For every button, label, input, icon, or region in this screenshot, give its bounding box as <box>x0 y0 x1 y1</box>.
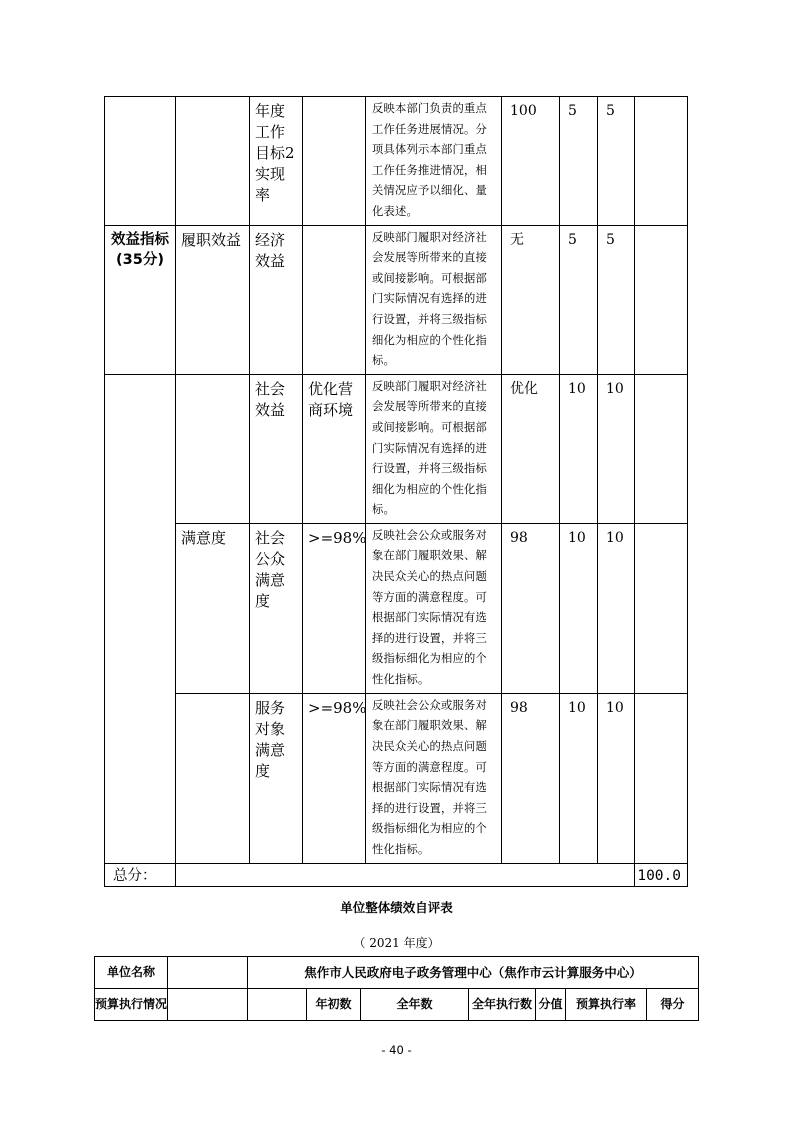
table-row <box>105 97 688 226</box>
unit-evaluation-table <box>94 956 699 1021</box>
performance-indicator-table <box>104 96 688 887</box>
level3-cell <box>303 97 366 226</box>
actual-cell: 98 <box>502 693 560 863</box>
self-evaluation-title: 单位整体绩效自评表 <box>340 900 453 915</box>
table-row <box>105 374 688 523</box>
empty-cell <box>168 989 248 1021</box>
weight-cell: 10 <box>560 374 598 523</box>
description-cell: 反映部门履职对经济社会发展等所带来的直接或间接影响。可根据部门实际情况有选择的进行设置，并将三级指标细化为相应的个性化指标。 <box>366 225 502 374</box>
indicator-cell <box>105 97 176 226</box>
weight-cell: 10 <box>560 693 598 863</box>
col-weight: 分值 <box>536 989 566 1021</box>
empty-cell <box>248 989 307 1021</box>
level2-cell: 社会公众满意度 <box>250 523 303 693</box>
remark-cell <box>635 523 688 693</box>
description-cell: 反映社会公众或服务对象在部门履职效果、解决民众关心的热点问题等方面的满意程度。可根据部门实际情况有选择的进行设置，并将三级指标细化为相应的个性化指标。 <box>366 693 502 863</box>
remark-cell <box>635 97 688 226</box>
table-row <box>105 225 688 374</box>
actual-cell: 优化 <box>502 374 560 523</box>
score-cell: 10 <box>598 374 635 523</box>
remark-cell <box>635 374 688 523</box>
table-row <box>95 957 699 989</box>
score-cell: 10 <box>598 693 635 863</box>
col-annual: 全年数 <box>361 989 469 1021</box>
level2-cell: 经济效益 <box>250 225 303 374</box>
total-label: 总分： <box>105 863 176 886</box>
score-cell: 5 <box>598 225 635 374</box>
category-cell <box>176 97 250 226</box>
weight-cell: 5 <box>560 97 598 226</box>
empty-cell <box>168 957 248 989</box>
indicator-cell <box>105 374 176 863</box>
level3-cell: 优化营商环境 <box>303 374 366 523</box>
col-rate: 预算执行率 <box>566 989 647 1021</box>
category-cell <box>176 693 250 863</box>
description-cell: 反映社会公众或服务对象在部门履职效果、解决民众关心的热点问题等方面的满意程度。可根据部门实际情况有选择的进行设置，并将三级指标细化为相应的个性化指标。 <box>366 523 502 693</box>
score-cell: 5 <box>598 97 635 226</box>
score-cell: 10 <box>598 523 635 693</box>
level2-cell: 服务对象满意度 <box>250 693 303 863</box>
col-initial: 年初数 <box>307 989 361 1021</box>
remark-cell <box>635 225 688 374</box>
total-row <box>105 863 688 886</box>
unit-label: 单位名称 <box>95 957 168 989</box>
level3-cell <box>303 225 366 374</box>
level3-cell: >=98% <box>303 693 366 863</box>
table-row <box>105 523 688 693</box>
category-cell <box>176 374 250 523</box>
indicator-benefit: 效益指标(35分) <box>105 225 176 374</box>
level2-cell: 年度工作目标2实现率 <box>250 97 303 226</box>
page-number: - 40 - <box>381 1043 412 1057</box>
remark-cell <box>635 693 688 863</box>
col-score: 得分 <box>647 989 699 1021</box>
table-row <box>105 693 688 863</box>
total-spacer <box>176 863 635 886</box>
description-cell: 反映部门履职对经济社会发展等所带来的直接或间接影响。可根据部门实际情况有选择的进行设置，并将三级指标细化为相应的个性化指标。 <box>366 374 502 523</box>
actual-cell: 100 <box>502 97 560 226</box>
unit-name: 焦作市人民政府电子政务管理中心（焦作市云计算服务中心） <box>248 957 699 989</box>
actual-cell: 98 <box>502 523 560 693</box>
weight-cell: 10 <box>560 523 598 693</box>
level2-cell: 社会效益 <box>250 374 303 523</box>
budget-label: 预算执行情况 <box>95 989 168 1021</box>
category-satisfaction: 满意度 <box>176 523 250 693</box>
weight-cell: 5 <box>560 225 598 374</box>
total-value: 100.0 <box>635 863 688 886</box>
actual-cell: 无 <box>502 225 560 374</box>
description-cell: 反映本部门负责的重点工作任务进展情况。分项具体列示本部门重点工作任务推进情况，相关情况应予以细化、量化表述。 <box>366 97 502 226</box>
year-subtitle: （ 2021 年度） <box>353 936 440 950</box>
level3-cell: >=98% <box>303 523 366 693</box>
category-performance: 履职效益 <box>176 225 250 374</box>
col-executed: 全年执行数 <box>469 989 536 1021</box>
table-row <box>95 989 699 1021</box>
